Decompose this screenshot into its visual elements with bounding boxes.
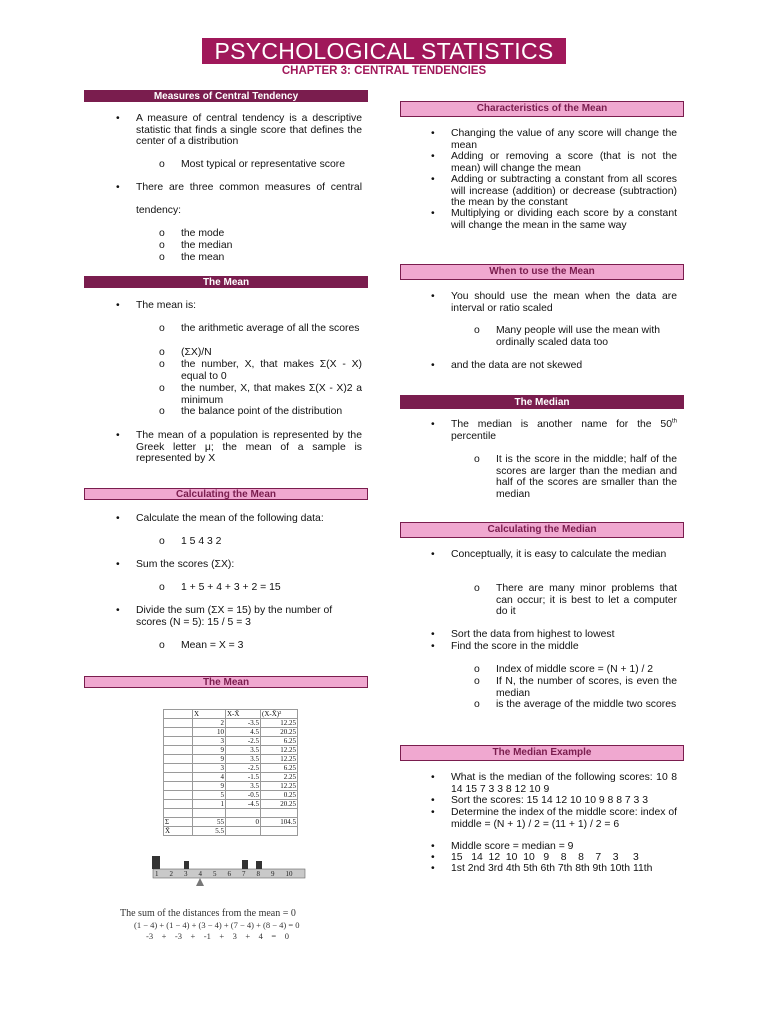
- table-cell: 6.25: [261, 764, 298, 773]
- table-row: [164, 782, 298, 791]
- table-cell: 12.25: [261, 755, 298, 764]
- table-cell: 4: [193, 773, 226, 782]
- sub-bullet-computer: o There are many minor problems that can occur; it is best to let a computer do it: [496, 583, 677, 618]
- weight-block-7: [242, 860, 248, 869]
- sub-bullet-sum-result: o 1 + 5 + 4 + 3 + 2 = 15: [181, 582, 281, 594]
- table-row: [164, 746, 298, 755]
- table-cell: -1.5: [226, 773, 261, 782]
- page-title: PSYCHOLOGICAL STATISTICS: [202, 38, 566, 64]
- table-cell: [164, 719, 193, 728]
- bullet-conceptually-easy: • Conceptually, it is easy to calculate the median: [451, 549, 677, 561]
- table-cell: [164, 755, 193, 764]
- scale-tick-label: 7: [242, 870, 246, 878]
- median-percentile-end: percentile: [451, 430, 497, 442]
- heading-calculating-mean: Calculating the Mean: [84, 488, 368, 500]
- bullet-sum-scores: • Sum the scores (ΣX):: [136, 559, 234, 571]
- scale-tick-label: 9: [271, 870, 275, 878]
- table-cell: [164, 773, 193, 782]
- bullet-three-measures: • There are three common measures of central: [136, 182, 362, 194]
- scale-tick-label: 1: [155, 870, 159, 878]
- sub-bullet-representative: o Most typical or representative score: [181, 159, 371, 171]
- table-row: [164, 773, 298, 782]
- sub-bullet-squared-minimum: o the number, X, that makes Σ(X - X)2 a minimum: [181, 383, 362, 406]
- table-header-deviation: X-X̄: [226, 710, 261, 719]
- table-cell: 12.25: [261, 746, 298, 755]
- median-percentile-text: The median is another name for the 50: [451, 419, 672, 430]
- table-row-sum: [164, 818, 298, 827]
- table-row-blank: [164, 809, 298, 818]
- table-cell: 5: [193, 791, 226, 800]
- balance-scale-figure: [140, 850, 310, 890]
- deviation-table: [163, 709, 298, 836]
- scale-tick-label: 3: [184, 870, 188, 878]
- bullet-population-mean: • The mean of a population is represented by the Greek letter μ; the mean of a sample is represented by X: [136, 430, 362, 465]
- table-cell: 3.5: [226, 746, 261, 755]
- bullet-not-skewed: • and the data are not skewed: [451, 360, 582, 372]
- table-cell: 4.5: [226, 728, 261, 737]
- table-header-squared: (X-X̄)²: [261, 710, 298, 719]
- scale-tick-label: 10: [285, 870, 293, 878]
- bullet-char-1: • Changing the value of any score will change the mean: [451, 128, 677, 151]
- weight-block-8: [256, 861, 262, 869]
- table-cell: 3.5: [226, 782, 261, 791]
- sub-bullet-index-formula: o Index of middle score = (N + 1) / 2: [496, 664, 653, 676]
- table-cell: 12.25: [261, 782, 298, 791]
- table-row: [164, 800, 298, 809]
- bullet-example-ranks: • 1st 2nd 3rd 4th 5th 6th 7th 8th 9th 10th 11th: [451, 863, 652, 875]
- scale-tick-label: 8: [256, 870, 260, 878]
- table-cell: 2.25: [261, 773, 298, 782]
- table-cell: 0.25: [261, 791, 298, 800]
- table-cell: [164, 809, 193, 818]
- table-cell: [193, 809, 226, 818]
- table-cell: -3.5: [226, 719, 261, 728]
- chapter-subtitle: CHAPTER 3: CENTRAL TENDENCIES: [281, 65, 487, 77]
- distance-sum-equation: (1 − 4) + (1 − 4) + (3 − 4) + (7 − 4) + (8 − 4) = 0: [134, 920, 300, 930]
- sub-bullet-average-middle: o is the average of the middle two scores: [496, 699, 677, 711]
- table-cell: 9: [193, 746, 226, 755]
- table-row-mean: [164, 827, 298, 836]
- sub-bullet-ordinal: o Many people will use the mean with ordinally scaled data too: [496, 325, 677, 348]
- table-cell: -2.5: [226, 737, 261, 746]
- bullet-interval-ratio: • You should use the mean when the data are interval or ratio scaled: [451, 291, 677, 314]
- table-cell: 1: [193, 800, 226, 809]
- table-cell: -2.5: [226, 764, 261, 773]
- sub-bullet-deviation-zero: o the number, X, that makes Σ(X - X) equal to 0: [181, 359, 362, 382]
- heading-characteristics-mean: Characteristics of the Mean: [400, 101, 684, 117]
- percentile-superscript: th: [671, 418, 677, 425]
- scale-tick-label: 6: [227, 870, 231, 878]
- heading-when-to-use-mean: When to use the Mean: [400, 264, 684, 280]
- table-cell: 3: [193, 737, 226, 746]
- table-cell: [261, 809, 298, 818]
- table-cell: 20.25: [261, 800, 298, 809]
- table-cell: [261, 827, 298, 836]
- sub-bullet-n-even: o If N, the number of scores, is even the median: [496, 676, 677, 699]
- scale-tick-label: 4: [198, 870, 202, 878]
- table-header-x: X: [193, 710, 226, 719]
- distance-sum-values: -3 + -3 + -1 + 3 + 4 = 0: [146, 931, 289, 941]
- table-cell: 104.5: [261, 818, 298, 827]
- bullet-find-middle: • Find the score in the middle: [451, 641, 579, 653]
- bullet-char-2: • Adding or removing a score (that is not the mean) will change the mean: [451, 151, 677, 174]
- bullet-char-3: • Adding or subtracting a constant from all scores will increase (addition) or decrease (subtraction) the mean by the constant: [451, 174, 677, 209]
- weight-block-1: [152, 856, 160, 869]
- sub-bullet-median: o the median: [181, 240, 232, 252]
- heading-calculating-median: Calculating the Median: [400, 522, 684, 538]
- bullet-divide-sum: • Divide the sum (ΣX = 15) by the number of scores (N = 5): 15 / 5 = 3: [136, 605, 362, 628]
- table-row: [164, 755, 298, 764]
- table-cell: [164, 746, 193, 755]
- table-cell: 3: [193, 764, 226, 773]
- sub-bullet-balance-point: o the balance point of the distribution: [181, 406, 371, 418]
- bullet-calculate-data: • Calculate the mean of the following data:: [136, 513, 324, 525]
- table-cell: 12.25: [261, 719, 298, 728]
- table-cell: 55: [193, 818, 226, 827]
- sub-bullet-data-values: o 1 5 4 3 2: [181, 536, 221, 548]
- table-cell: [164, 800, 193, 809]
- table-cell: [226, 827, 261, 836]
- table-cell: [226, 809, 261, 818]
- sub-bullet-middle-score: o It is the score in the middle; half of the scores are larger than the median and half of the scores are smaller than the median: [496, 454, 677, 500]
- sub-bullet-arithmetic-average: o the arithmetic average of all the scores: [181, 323, 362, 335]
- scale-fulcrum: [196, 878, 204, 886]
- distance-sum-title: The sum of the distances from the mean = 0: [120, 908, 296, 919]
- bullet-char-4: • Multiplying or dividing each score by a constant will change the mean in the same way: [451, 208, 677, 231]
- table-cell: -4.5: [226, 800, 261, 809]
- bullet-example-median: • Middle score = median = 9: [451, 841, 573, 853]
- scale-tick-label: 5: [213, 870, 217, 878]
- heading-the-mean-figure: The Mean: [84, 676, 368, 688]
- weight-block-3: [184, 861, 189, 869]
- bullet-mean-is: • The mean is:: [136, 300, 196, 312]
- table-cell: 6.25: [261, 737, 298, 746]
- sub-bullet-mean-result: o Mean = X = 3: [181, 640, 243, 652]
- table-cell: [164, 791, 193, 800]
- sub-bullet-mean: o the mean: [181, 252, 224, 264]
- table-cell: 10: [193, 728, 226, 737]
- table-cell: -0.5: [226, 791, 261, 800]
- table-cell: 9: [193, 755, 226, 764]
- table-row: [164, 764, 298, 773]
- table-cell: [164, 764, 193, 773]
- table-cell: 2: [193, 719, 226, 728]
- table-cell: [164, 728, 193, 737]
- sub-bullet-sum-over-n: o (ΣX)/N: [181, 347, 212, 359]
- bullet-example-index: • Determine the index of the middle score: index of middle = (N + 1) / 2 = (11 + 1) / 2 = 6: [451, 807, 677, 830]
- scale-tick-label: 2: [169, 870, 173, 878]
- sub-bullet-mode: o the mode: [181, 228, 224, 240]
- table-cell: 9: [193, 782, 226, 791]
- bullet-median-percentile: [451, 419, 677, 442]
- table-row: [164, 728, 298, 737]
- bullet-three-measures-cont: tendency:: [136, 205, 182, 216]
- heading-the-mean: The Mean: [84, 276, 368, 288]
- bullet-example-values: • 15 14 12 10 10 9 8 8 7 3 3: [451, 852, 639, 864]
- table-cell: 20.25: [261, 728, 298, 737]
- table-cell: [164, 782, 193, 791]
- table-row: [164, 719, 298, 728]
- heading-the-median: The Median: [400, 395, 684, 409]
- table-cell: 5.5: [193, 827, 226, 836]
- table-cell: [164, 737, 193, 746]
- bullet-sort-data: • Sort the data from highest to lowest: [451, 629, 614, 641]
- table-cell: 3.5: [226, 755, 261, 764]
- bullet-example-sorted: • Sort the scores: 15 14 12 10 10 9 8 8 7 3 3: [451, 795, 648, 807]
- table-row: [164, 791, 298, 800]
- table-cell: X̄: [164, 827, 193, 836]
- table-cell: Σ: [164, 818, 193, 827]
- bullet-measure-definition: • A measure of central tendency is a descriptive statistic that finds a single score that defines the center of a distribution: [136, 113, 362, 148]
- heading-measures-central-tendency: Measures of Central Tendency: [84, 90, 368, 102]
- table-row: [164, 737, 298, 746]
- bullet-example-question: • What is the median of the following scores: 10 8 14 15 7 3 3 8 12 10 9: [451, 772, 677, 795]
- table-cell: 0: [226, 818, 261, 827]
- heading-median-example: The Median Example: [400, 745, 684, 761]
